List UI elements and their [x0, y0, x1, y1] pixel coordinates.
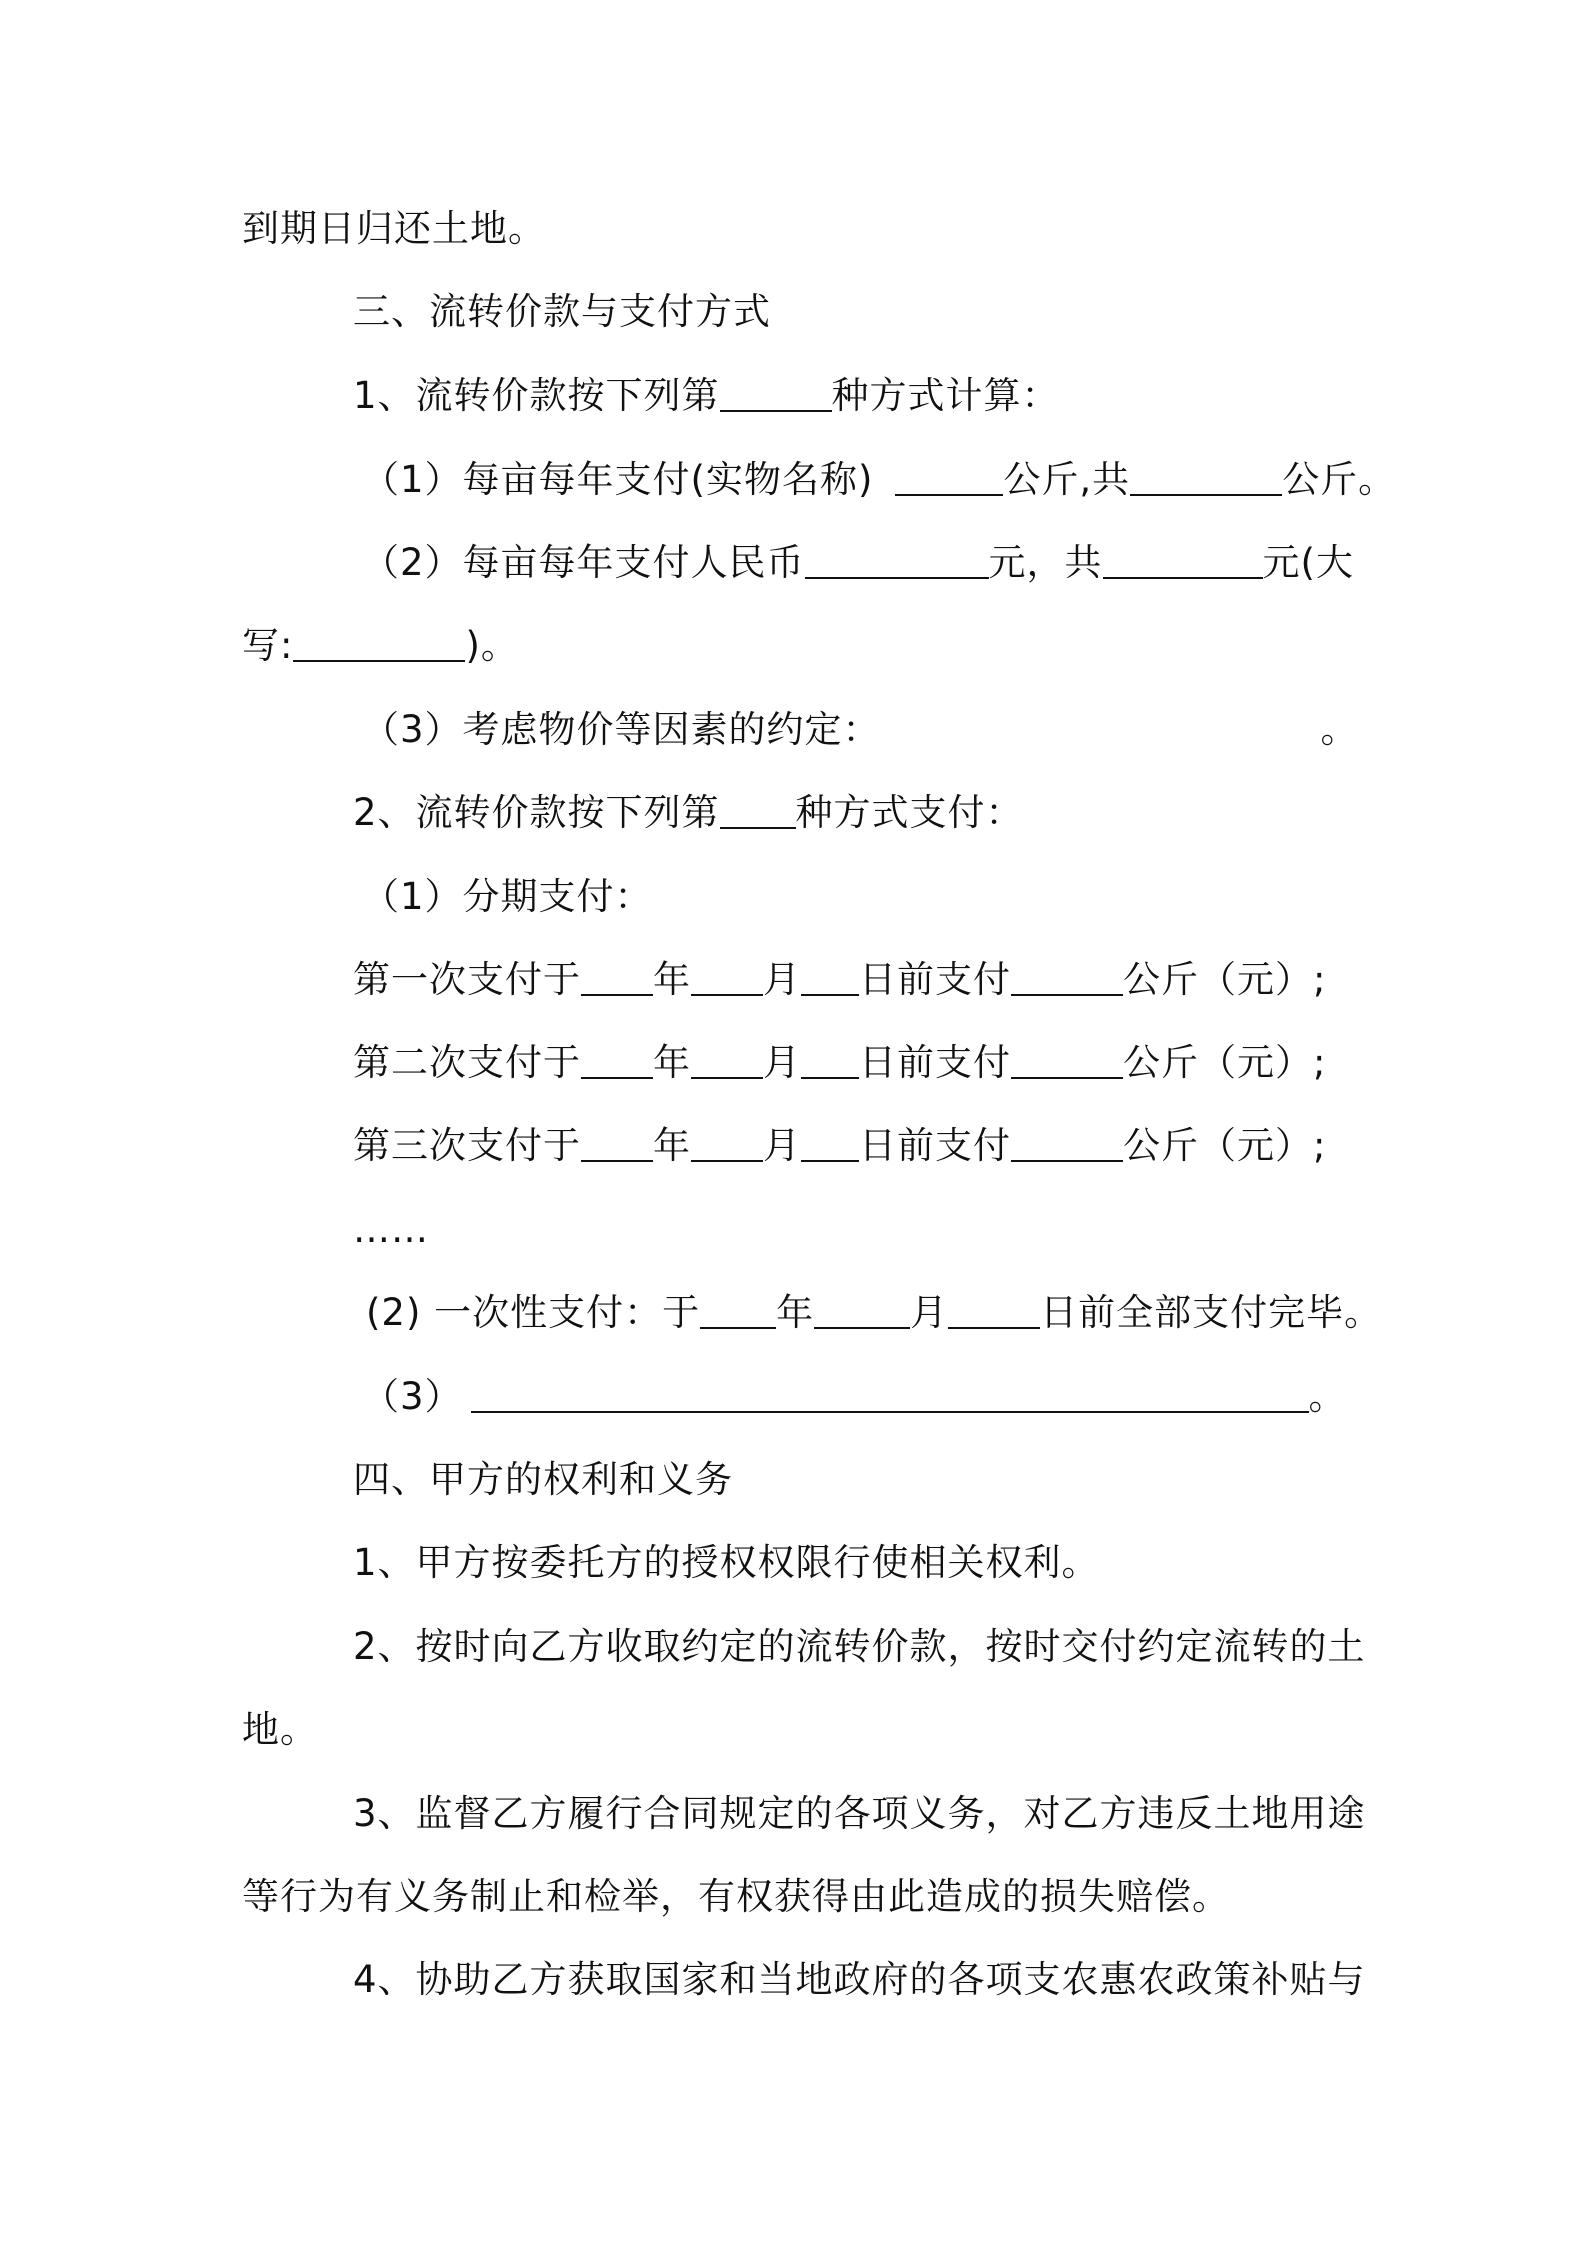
clause-line: （3） 。 [362, 1369, 1347, 1425]
fill-blank [895, 454, 1003, 496]
installment-line: 第一次支付于 年 月 日前支付 公斤（元）; [353, 952, 1326, 1008]
fill-blank [720, 370, 832, 412]
fill-blank [1011, 1037, 1123, 1079]
installment-line: 第二次支付于 年 月 日前支付 公斤（元）; [353, 1035, 1326, 1091]
clause-line: （3）考虑物价等因素的约定： 。 [362, 708, 1359, 751]
paragraph-line: 到期日归还土地。 [242, 207, 546, 250]
fill-blank [948, 1287, 1040, 1329]
section-heading: 三、流转价款与支付方式 [353, 290, 771, 333]
fill-blank [581, 1037, 653, 1079]
fill-blank [293, 620, 465, 662]
section-heading: 四、甲方的权利和义务 [353, 1458, 733, 1501]
fill-blank [581, 1120, 653, 1162]
clause-line: （2）每亩每年支付人民币 元，共 元(大 [362, 535, 1354, 591]
paragraph-line: 等行为有义务制止和检举，有权获得由此造成的损失赔偿。 [242, 1875, 1230, 1918]
fill-blank [1103, 537, 1263, 579]
paragraph-line: 4、协助乙方获取国家和当地政府的各项支农惠农政策补贴与 [353, 1958, 1366, 2001]
clause-line: 1、流转价款按下列第 种方式计算： [353, 368, 1060, 424]
clause-line: （1）分期支付： [362, 875, 653, 918]
fill-blank [801, 1120, 859, 1162]
paragraph-line: 2、按时向乙方收取约定的流转价款，按时交付约定流转的土 [353, 1625, 1366, 1668]
fill-blank [1130, 454, 1282, 496]
fill-blank [1011, 954, 1123, 996]
fill-blank [691, 1037, 763, 1079]
clause-line: （1）每亩每年支付(实物名称) 公斤,共 公斤。 [362, 452, 1396, 508]
clause-line: 2、流转价款按下列第 种方式支付： [353, 785, 1024, 841]
fill-blank [691, 1120, 763, 1162]
paragraph-line: 1、甲方按委托方的授权权限行使相关权利。 [353, 1541, 1100, 1584]
fill-blank [805, 537, 989, 579]
fill-blank [801, 1037, 859, 1079]
fill-blank [471, 1371, 1309, 1413]
fill-blank [581, 954, 653, 996]
fill-blank [700, 1287, 776, 1329]
paragraph-line: 地。 [242, 1708, 318, 1751]
clause-line: 写: )。 [242, 618, 519, 674]
fill-blank [691, 954, 763, 996]
fill-blank [1011, 1120, 1123, 1162]
fill-blank [814, 1287, 910, 1329]
fill-blank [801, 954, 859, 996]
paragraph-line: 3、监督乙方履行合同规定的各项义务，对乙方违反土地用途 [353, 1792, 1366, 1835]
installment-line: 第三次支付于 年 月 日前支付 公斤（元）; [353, 1118, 1326, 1174]
clause-line: (2) 一次性支付：于 年 月 日前全部支付完毕。 [366, 1285, 1382, 1341]
fill-blank [720, 787, 796, 829]
ellipsis-line: …… [353, 1208, 429, 1251]
